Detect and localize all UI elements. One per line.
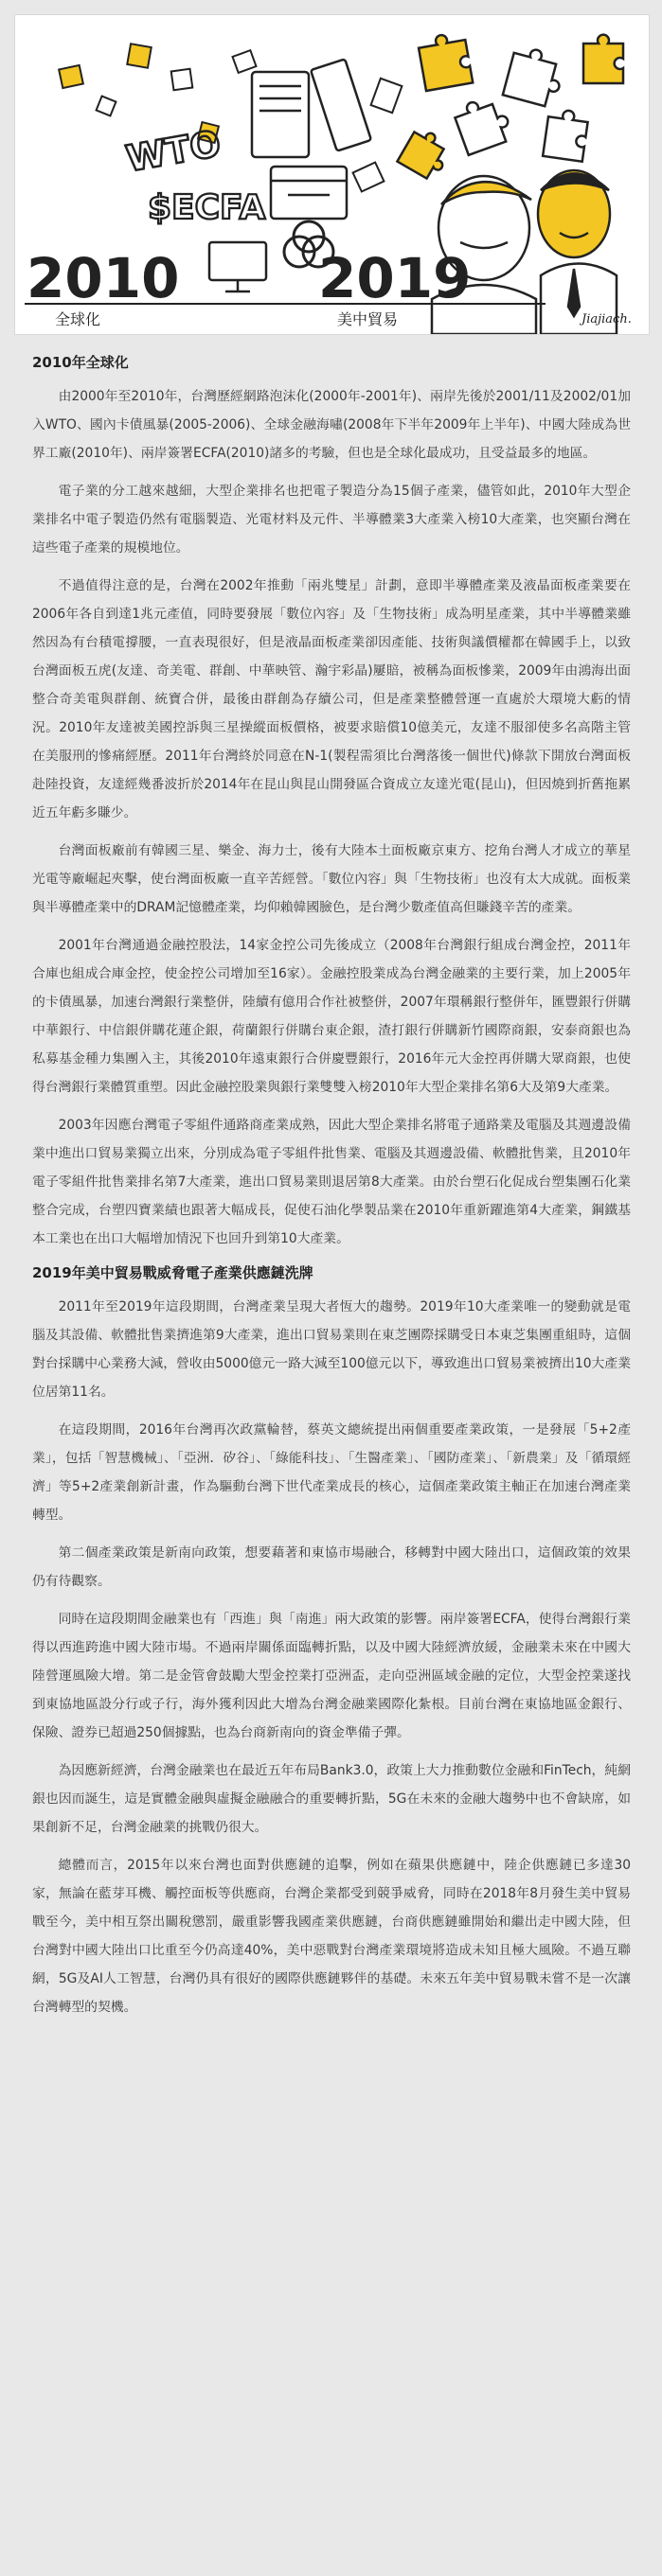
paragraph: 總體而言，2015年以來台灣也面對供應鏈的追擊，例如在蘋果供應鏈中，陸企供應鏈已多達30家，無論在藍芽耳機、觸控面板等供應商，台灣企業都受到競爭威脅，同時在2018年8月發生美中貿易戰至今，美中相互祭出關稅懲罰，嚴重影響我國產業供應鏈，台商供應鏈雖開始和繼出走中國大陸，但台灣對中國大陸出口比重至今仍高達40%，美中惡戰對台灣產業環境將造成未知且極大風險。不過互聯網，5G及AI人工智慧，台灣仍具有很好的國際供應鏈夥伴的基礎。未來五年美中貿易戰未嘗不是一次讓台灣轉型的契機。: [32, 1858, 631, 2015]
sticky-notes-icon: [59, 44, 256, 143]
paragraph: 為因應新經濟，台灣金融業也在最近五年布局Bank3.0，政策上大力推動數位金融和FinTech，純網銀也因而誕生，這是實體金融與虛擬金融融合的重要轉折點，5G在未來的金融大趨勢中也不會缺席，如果創新不足，台灣金融業的挑戰仍很大。: [32, 1763, 631, 1835]
puzzle-pieces-icon: [397, 31, 623, 183]
ecfa-label: $ECFA: [148, 188, 266, 227]
monitor-icon: [209, 242, 266, 291]
year-2010: 2010: [27, 246, 180, 310]
caption-globalization: 全球化: [55, 310, 101, 328]
paragraph: 不過值得注意的是，台灣在2002年推動「兩兆雙星」計劃，意即半導體產業及液晶面板產業要在2006年各自到達1兆元產值，同時要發展「數位內容」及「生物技術」成為明星產業，其中半導體業雖然因為有台積電撐腰，一直表現很好，但是液晶面板產業卻因產能、技術與議價權都在韓國手上，以致台灣面板五虎(友達、奇美電、群創、中華映管、瀚宇彩晶)屢賠，被稱為面板慘業，2009年由鴻海出面整合奇美電與群創、統寶合併，最後由群創為存續公司，但是產業整體營運一直處於大環境大虧的情況。2010年友達被美國控訴與三星操縱面板價格，被要求賠償10億美元，友達不服卻使多名高階主管在美服刑的慘痛經歷。2011年台灣終於同意在N-1(製程需須比台灣落後一個世代)條款下開放台灣面板赴陸投資，友達經幾番波折於2014年在昆山與昆山開發區合資成立友達光電(昆山)，但因燒到折舊拖累近五年虧多賺少。: [32, 578, 631, 820]
cartoon-drawing: [15, 15, 649, 334]
paragraph: 2011年至2019年這段期間，台灣產業呈現大者恆大的趨勢。2019年10大產業唯一的變動就是電腦及其設備、軟體批售業擠進第9大產業，進出口貿易業則在東芝團際採購受日本東芝集團重組時，這個對台採購中心業務大減，營收由5000億元一路大減至100億元以下，導致進出口貿易業被擠出10大產業位居第11名。: [32, 1299, 631, 1400]
article-body: [32, 352, 631, 2031]
paragraph: 台灣面板廠前有韓國三星、樂金、海力士，後有大陸本土面板廠京東方、挖角台灣人才成立的華星光電等廠崛起夾擊，使台灣面板廠一直辛苦經營。「數位內容」與「生物技術」也沒有太大成就。面板業與半導體產業中的DRAM記憶體產業，均仰賴韓國臉色，是台灣少數產值高但賺錢辛苦的產業。: [32, 843, 631, 915]
year-2019: 2019: [318, 246, 472, 310]
section-heading-2010: 2010年全球化: [32, 354, 129, 371]
section-heading-2019: 2019年美中貿易戰威脅電子產業供應鏈洗牌: [32, 1264, 313, 1281]
paragraph: 由2000年至2010年，台灣歷經網路泡沫化(2000年-2001年)、兩岸先後於2001/11及2002/01加入WTO、國內卡債風暴(2005-2006)、全球金融海嘯(2008年下半年2009年上半年)、中國大陸成為世界工廠(2010年)、兩岸簽署ECFA(2010)諸多的考驗，但也是全球化最成功，且受益最多的地區。: [32, 389, 631, 461]
wto-label: WTO: [122, 122, 224, 181]
paragraph: 同時在這段期間金融業也有「西進」與「南進」兩大政策的影響。兩岸簽署ECFA，使得台灣銀行業得以西進跨進中國大陸市場。不過兩岸關係面臨轉折點，以及中國大陸經濟放緩，金融業未來在中國大陸營運風險大增。第二是金管會鼓勵大型金控業打亞洲盃，走向亞洲區域金融的定位，大型金控業遂找到東協地區設分行或子行，海外獲利因此大增為台灣金融業國際化紮根。目前台灣在東協地區金銀行、保險、證券已超過250個據點，也為台商新南向的資金準備子彈。: [32, 1612, 631, 1740]
paragraph: 第二個產業政策是新南向政策，想要藉著和東協市場融合，移轉對中國大陸出口，這個政策的效果仍有待觀察。: [32, 1545, 631, 1589]
paragraph: 電子業的分工越來越細，大型企業排名也把電子製造分為15個子產業，儘管如此，2010年大型企業排名中電子製造仍然有電腦製造、光電材料及元件、半導體業3大產業入榜10大產業，也突顯台灣在這些電子產業的規模地位。: [32, 484, 631, 556]
paragraph: 2003年因應台灣電子零組件通路商產業成熟，因此大型企業排名將電子通路業及電腦及其週邊設備業中進出口貿易業獨立出來，分別成為電子零組件批售業、電腦及其週邊設備、軟體批售業，且2010年電子零組件批售業排名第7大產業，進出口貿易業則退居第8大產業。由於台塑石化促成台塑集團石化業整合完成，台塑四寶業績也跟著大幅成長，促使石油化學製品業在2010年重新躍進第4大產業，鋼鐵基本工業也在出口大幅增加情況下也回升到第10大產業。: [32, 1118, 631, 1246]
paragraph: 2001年台灣通過金融控股法，14家金控公司先後成立（2008年台灣銀行組成台灣金控，2011年合庫也組成合庫金控，使金控公司增加至16家）。金融控股業成為台灣金融業的主要行業，加上2005年的卡債風暴，加速台灣銀行業整併，陸續有億用合作社被整併，2007年環稱銀行整併年，匯豐銀行併購中華銀行、中信銀併購花蓮企銀，荷蘭銀行併購台東企銀，渣打銀行併購新竹國際商銀，安泰商銀也為私募基金種力集團入主，其後2010年遠東銀行合併慶豐銀行，2016年元大金控再併購大眾商銀，也使得台灣銀行業體質重塑。因此金融控股業與銀行業雙雙入榜2010年大型企業排名第6大及第9大產業。: [32, 938, 631, 1095]
artist-signature: Jiajiach.: [581, 312, 632, 326]
paragraph: 在這段期間，2016年台灣再次政黨輪替，蔡英文總統提出兩個重要產業政策，一是發展「5+2產業」，包括「智慧機械」、「亞洲．矽谷」、「綠能科技」、「生醫產業」、「國防產業」、「新農業」及「循環經濟」等5+2產業創新計畫，作為驅動台灣下世代產業成長的核心，這個產業政策主軸正在加速台灣產業轉型。: [32, 1422, 631, 1523]
devices-stack-icon: [252, 59, 371, 219]
caption-us-china-trade: 美中貿易: [337, 310, 399, 328]
editorial-cartoon: [14, 14, 650, 335]
